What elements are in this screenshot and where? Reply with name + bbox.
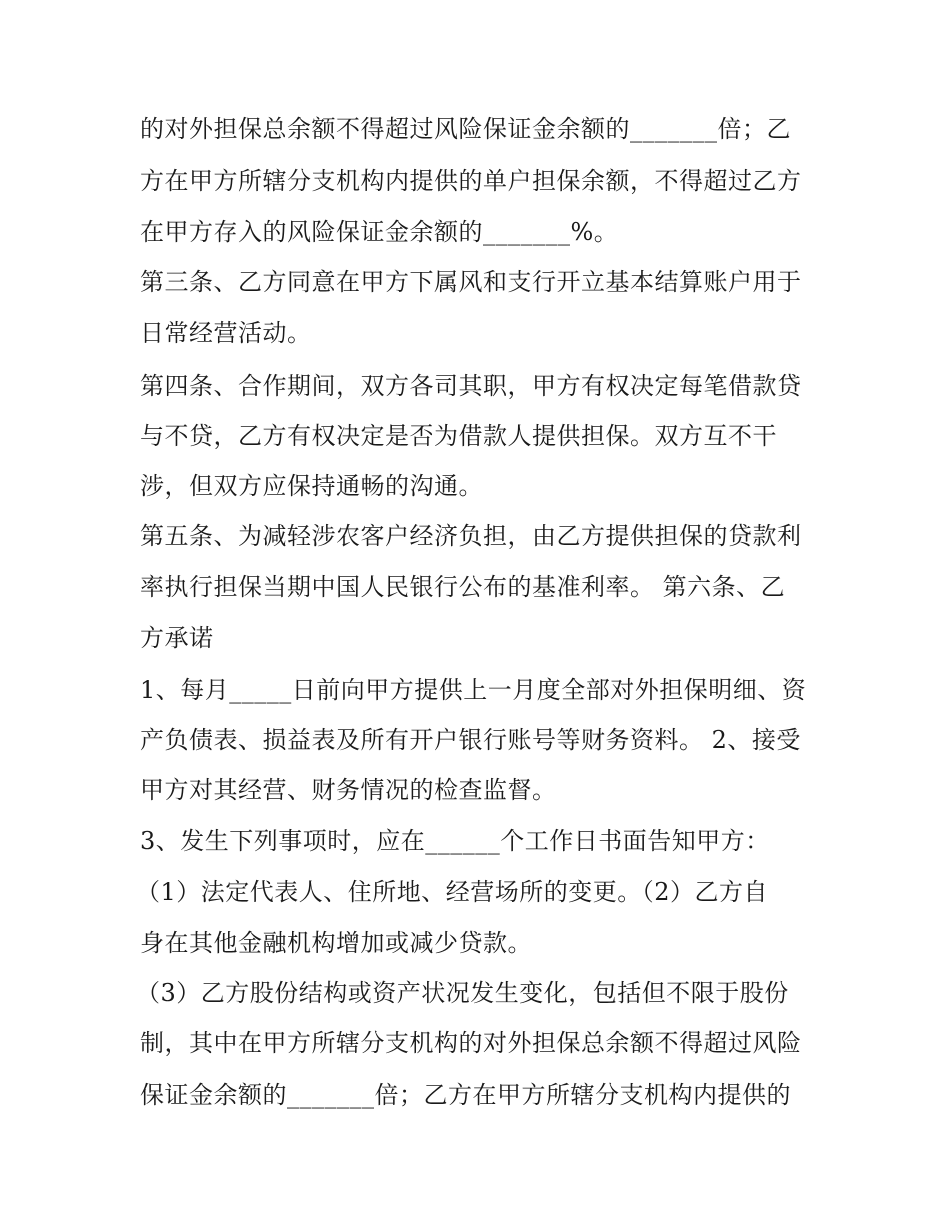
text-line: 率执行担保当期中国人民银行公布的基准利率。 第六条、乙: [140, 573, 786, 601]
text-line: 日常经营活动。: [140, 319, 312, 347]
text-line: 甲方对其经营、财务情况的检查监督。: [140, 776, 557, 804]
text-line: 第五条、为减轻涉农客户经济负担，由乙方提供担保的贷款利: [140, 522, 802, 550]
text-line: 涉，但双方应保持通畅的沟通。: [140, 472, 483, 500]
text-line: （3）乙方股份结构或资产状况发生变化，包括但不限于股份: [136, 979, 789, 1007]
text-line: 的对外担保总余额不得超过风险保证金余额的_______倍；乙: [140, 115, 791, 143]
text-line: 1、每月_____日前向甲方提供上一月度全部对外担保明细、资: [140, 676, 807, 704]
text-line: 方在甲方所辖分支机构内提供的单户担保余额，不得超过乙方: [140, 167, 802, 195]
text-line: 制，其中在甲方所辖分支机构的对外担保总余额不得超过风险: [140, 1029, 802, 1057]
text-line: 保证金余额的_______倍；乙方在甲方所辖分支机构内提供的: [140, 1081, 791, 1109]
text-line: 第四条、合作期间，双方各司其职，甲方有权决定每笔借款贷: [140, 372, 802, 400]
text-line: （1）法定代表人、住所地、经营场所的变更。（2）乙方自: [136, 878, 769, 906]
text-line: 在甲方存入的风险保证金余额的_______%。: [140, 218, 619, 246]
text-line: 产负债表、损益表及所有开户银行账号等财务资料。 2、接受: [140, 726, 801, 754]
text-line: 第三条、乙方同意在甲方下属风和支行开立基本结算账户用于: [140, 268, 802, 296]
text-line: 3、发生下列事项时，应在______个工作日书面告知甲方：: [140, 827, 770, 855]
text-line: 与不贷，乙方有权决定是否为借款人提供担保。双方互不干: [140, 422, 777, 450]
text-line: 身在其他金融机构增加或减少贷款。: [140, 929, 532, 957]
text-line: 方承诺: [140, 624, 214, 652]
